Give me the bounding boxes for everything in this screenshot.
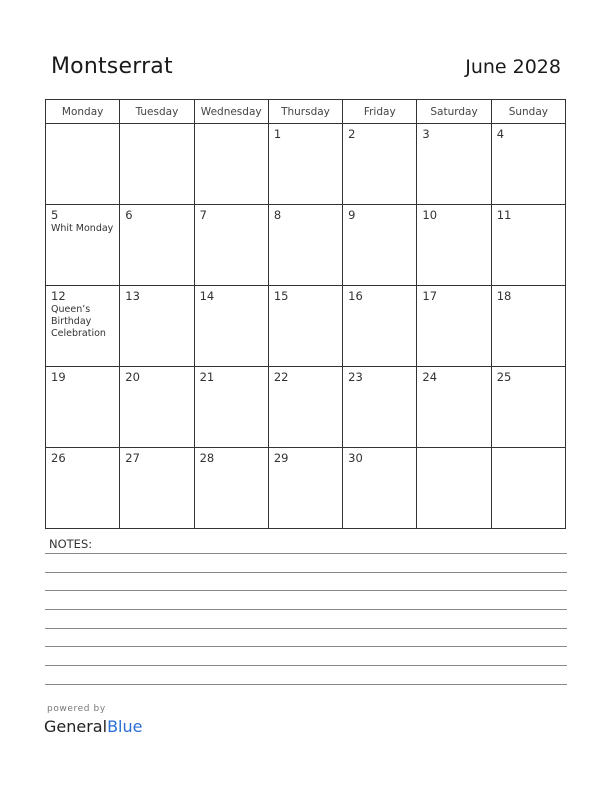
day-number: 10 (422, 208, 438, 222)
day-number: 5 (51, 208, 59, 222)
calendar-day-cell[interactable] (417, 205, 491, 286)
weekday-header: Thursday (268, 100, 342, 124)
calendar-day-cell[interactable] (343, 205, 417, 286)
day-number: 26 (51, 451, 66, 465)
calendar-day-cell[interactable] (46, 205, 120, 286)
calendar-month-title: June 2028 (465, 56, 561, 78)
weekday-header: Saturday (417, 100, 491, 124)
day-number: 12 (51, 289, 66, 303)
day-number: 17 (422, 289, 438, 303)
calendar-day-cell[interactable] (268, 367, 342, 448)
powered-by-text: powered by (47, 704, 106, 714)
weekday-header: Friday (343, 100, 417, 124)
calendar-week-row (46, 448, 566, 529)
day-number: 4 (496, 127, 505, 141)
calendar-day-cell[interactable] (343, 367, 417, 448)
day-number: 30 (348, 451, 363, 465)
note-line (45, 665, 567, 666)
day-number: 29 (273, 451, 289, 465)
day-number: 9 (348, 208, 356, 222)
calendar-day-cell[interactable] (268, 205, 342, 286)
day-number: 1 (273, 127, 282, 141)
calendar-day-cell[interactable] (46, 448, 120, 529)
day-number: 16 (348, 289, 363, 303)
weekday-header: Monday (46, 100, 120, 124)
calendar-day-cell[interactable] (120, 448, 194, 529)
logo-text-blue: Blue (107, 717, 143, 736)
day-number: 14 (199, 289, 215, 303)
calendar-day-cell[interactable] (46, 286, 120, 367)
day-number: 6 (125, 208, 133, 222)
day-number: 8 (273, 208, 282, 222)
note-line (45, 628, 567, 629)
notes-label: NOTES: (49, 537, 93, 551)
note-line (45, 572, 567, 573)
calendar-country-title: Montserrat (51, 54, 173, 79)
day-number: 22 (273, 370, 289, 384)
calendar-week-row (46, 286, 566, 367)
calendar-day-cell[interactable] (120, 286, 194, 367)
weekday-header-row (46, 100, 566, 124)
calendar-day-cell[interactable] (343, 286, 417, 367)
calendar-day-cell[interactable] (120, 124, 194, 205)
note-line (45, 646, 567, 647)
calendar-day-cell[interactable] (491, 124, 565, 205)
calendar-day-cell[interactable] (268, 448, 342, 529)
calendar-day-cell[interactable] (120, 205, 194, 286)
day-number: 19 (51, 370, 66, 384)
note-line (45, 553, 567, 554)
calendar-day-cell[interactable] (343, 124, 417, 205)
calendar-day-cell[interactable] (194, 205, 268, 286)
day-number: 15 (273, 289, 289, 303)
calendar-day-cell[interactable] (120, 367, 194, 448)
weekday-header: Wednesday (194, 100, 268, 124)
day-number: 23 (348, 370, 363, 384)
day-number: 11 (496, 208, 512, 222)
calendar-week-row (46, 124, 566, 205)
calendar-day-cell[interactable] (491, 367, 565, 448)
logo-text-general: General (44, 717, 108, 736)
calendar-day-cell[interactable] (417, 286, 491, 367)
calendar-day-cell[interactable] (417, 367, 491, 448)
day-number: 20 (125, 370, 140, 384)
weekday-header: Tuesday (120, 100, 194, 124)
day-number: 13 (125, 289, 140, 303)
day-number: 21 (199, 370, 215, 384)
calendar-day-cell[interactable] (194, 286, 268, 367)
day-number: 28 (199, 451, 215, 465)
day-number: 24 (422, 370, 438, 384)
note-line (45, 609, 567, 610)
calendar-day-cell[interactable] (268, 124, 342, 205)
calendar-day-cell[interactable] (268, 286, 342, 367)
calendar-week-row (46, 205, 566, 286)
calendar-day-cell[interactable] (46, 124, 120, 205)
day-number: 2 (348, 127, 356, 141)
calendar-day-cell[interactable] (491, 205, 565, 286)
holiday-label: Whit Monday (51, 223, 114, 234)
note-line (45, 590, 567, 591)
calendar-day-cell[interactable] (491, 448, 565, 529)
day-number: 7 (199, 208, 207, 222)
calendar-day-cell[interactable] (343, 448, 417, 529)
calendar-week-row (46, 367, 566, 448)
weekday-header: Sunday (491, 100, 565, 124)
month-calendar-grid (45, 99, 566, 529)
day-number: 18 (496, 289, 512, 303)
calendar-day-cell[interactable] (194, 124, 268, 205)
calendar-day-cell[interactable] (417, 124, 491, 205)
calendar-day-cell[interactable] (417, 448, 491, 529)
generalblue-logo[interactable] (44, 717, 142, 736)
note-line (45, 684, 567, 685)
calendar-day-cell[interactable] (194, 367, 268, 448)
day-number: 25 (496, 370, 512, 384)
calendar-day-cell[interactable] (491, 286, 565, 367)
day-number: 27 (125, 451, 140, 465)
holiday-label: Queen’s Birthday Celebration (51, 304, 106, 339)
calendar-day-cell[interactable] (46, 367, 120, 448)
calendar-day-cell[interactable] (194, 448, 268, 529)
day-number: 3 (422, 127, 430, 141)
